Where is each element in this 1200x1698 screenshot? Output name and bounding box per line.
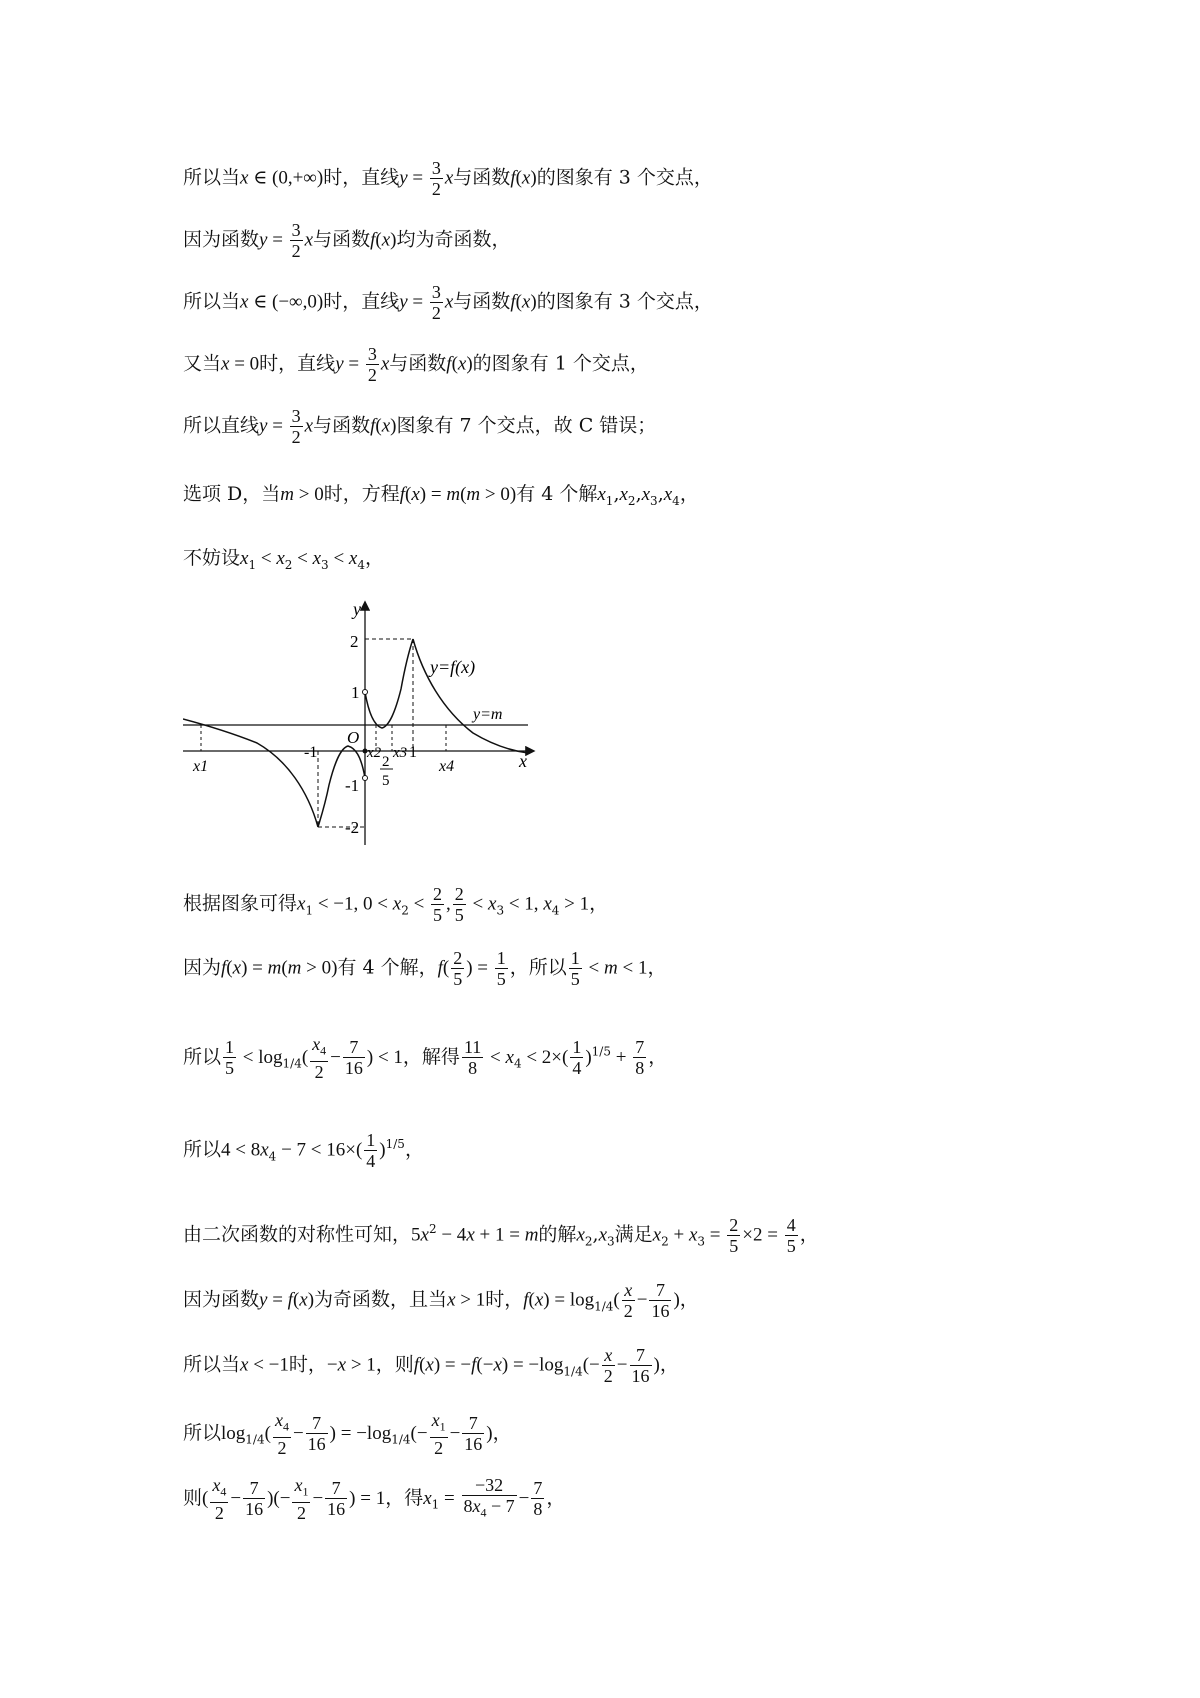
tick-x1: x1 <box>193 758 209 775</box>
text-line: 因为f(x) = m(m > 0)有 4 个解，f( $\frac{2}{5}$ ) = $\frac{1}{5}$ ，所以 $\frac{1}{5}$ < m < 1， <box>183 948 667 989</box>
tick-y-neg1: -1 <box>345 776 360 795</box>
text-line: 根据图象可得$x_1 < -1$, $0 < x_2$ < $\frac{2}{5}$ , $\frac{2}{5}$ < $x_3 < 1$, $x_4 > 1$， <box>183 884 609 925</box>
text-line: 所以 $\frac{1}{5}$ < $\log_{1/4}$( $\frac{x_4}{2}$ − $\frac{7}{16}$ ) < 1，解得 $\frac{11}{8}$ < $x_4 < 2\times$( $\frac{1}{4}$ )$^{1/5}$ + $\frac{7}{8}$ ， <box>183 1034 668 1082</box>
text-line: 因为函数y = f(x)为奇函数，且当x > 1时，$f(x) = \log_{1/4}$( $\frac{x}{2}$ − $\frac{7}{16}$ )， <box>183 1280 699 1321</box>
open-point <box>363 776 368 781</box>
text-line: 因为函数y = $\frac{3}{2}$ x与函数f(x)均为奇函数， <box>183 220 511 261</box>
tick-x-1: 1 <box>409 744 417 761</box>
label-x-axis: x <box>519 751 527 771</box>
tick-x-neg1: -1 <box>304 744 318 761</box>
tick-x2: x2 <box>367 745 382 761</box>
label-origin: O <box>347 728 360 747</box>
text-line: 所以$\log_{1/4}$( $\frac{x_4}{2}$ − $\frac{7}{16}$ ) = $-\log_{1/4}(-$ $\frac{x_1}{2}$ − $\frac{7}{16}$ )， <box>183 1410 512 1458</box>
tick-two-fifths-num: 2 <box>382 754 390 770</box>
text-line: 所以当x ∈ (−∞,0)时，直线y = $\frac{3}{2}$ x与函数f(x)的图象有 3 个交点， <box>183 282 713 323</box>
label-curve: y=f(x) <box>430 657 476 677</box>
label-y-axis: y <box>353 599 361 619</box>
tick-y-1: 1 <box>351 683 360 702</box>
text-line: 所以$4 < 8x_4 - 7 < 16\times$( $\frac{1}{4}$ )$^{1/5}$， <box>183 1130 424 1171</box>
text-line: 所以当x ∈ (0,+∞)时，直线y = $\frac{3}{2}$ x与函数f(x)的图象有 3 个交点， <box>183 158 713 199</box>
text-line: 则( $\frac{x_4}{2}$ − $\frac{7}{16}$ )(− $\frac{x_1}{2}$ − $\frac{7}{16}$ ) = 1，得$x_1$ = $\frac{-32}{8x_4 - 7}$ − $\frac{7}{8}$ ， <box>183 1475 566 1523</box>
text-line: 不妨设$x_1 < x_2 < x_3 < x_4$， <box>183 547 384 572</box>
function-graph <box>183 595 543 845</box>
tick-y-2: 2 <box>350 632 359 651</box>
text-line: 所以当x < −1时，−x > 1，则$f(x) = -f(-x) = -\log_{1/4}(-$ $\frac{x}{2}$ − $\frac{7}{16}$ )， <box>183 1345 679 1386</box>
open-point <box>363 690 368 695</box>
tick-two-fifths-den: 5 <box>382 773 390 789</box>
tick-y-neg2: -2 <box>345 818 360 837</box>
text-line: 又当x = 0时，直线y = $\frac{3}{2}$ x与函数f(x)的图象有 1 个交点， <box>183 344 649 385</box>
tick-x3: x3 <box>393 745 408 761</box>
text-line: 由二次函数的对称性可知，$5x^2 - 4x + 1 = m$的解$x_2,x_3$满足$x_2 + x_3$ = $\frac{2}{5}$ ×2 = $\frac{4}{5}$ ， <box>183 1215 819 1256</box>
tick-x4: x4 <box>439 758 455 775</box>
text-line: 所以直线y = $\frac{3}{2}$ x与函数f(x)图象有 7 个交点，故 C 错误； <box>183 406 657 447</box>
curve-right-parabola <box>365 639 413 728</box>
label-line-m: y=m <box>473 706 503 723</box>
text-line: 选项 D，当m > 0时，方程f(x) = m(m > 0)有 4 个解$x_1,x_2,x_3,x_4$， <box>183 483 699 508</box>
